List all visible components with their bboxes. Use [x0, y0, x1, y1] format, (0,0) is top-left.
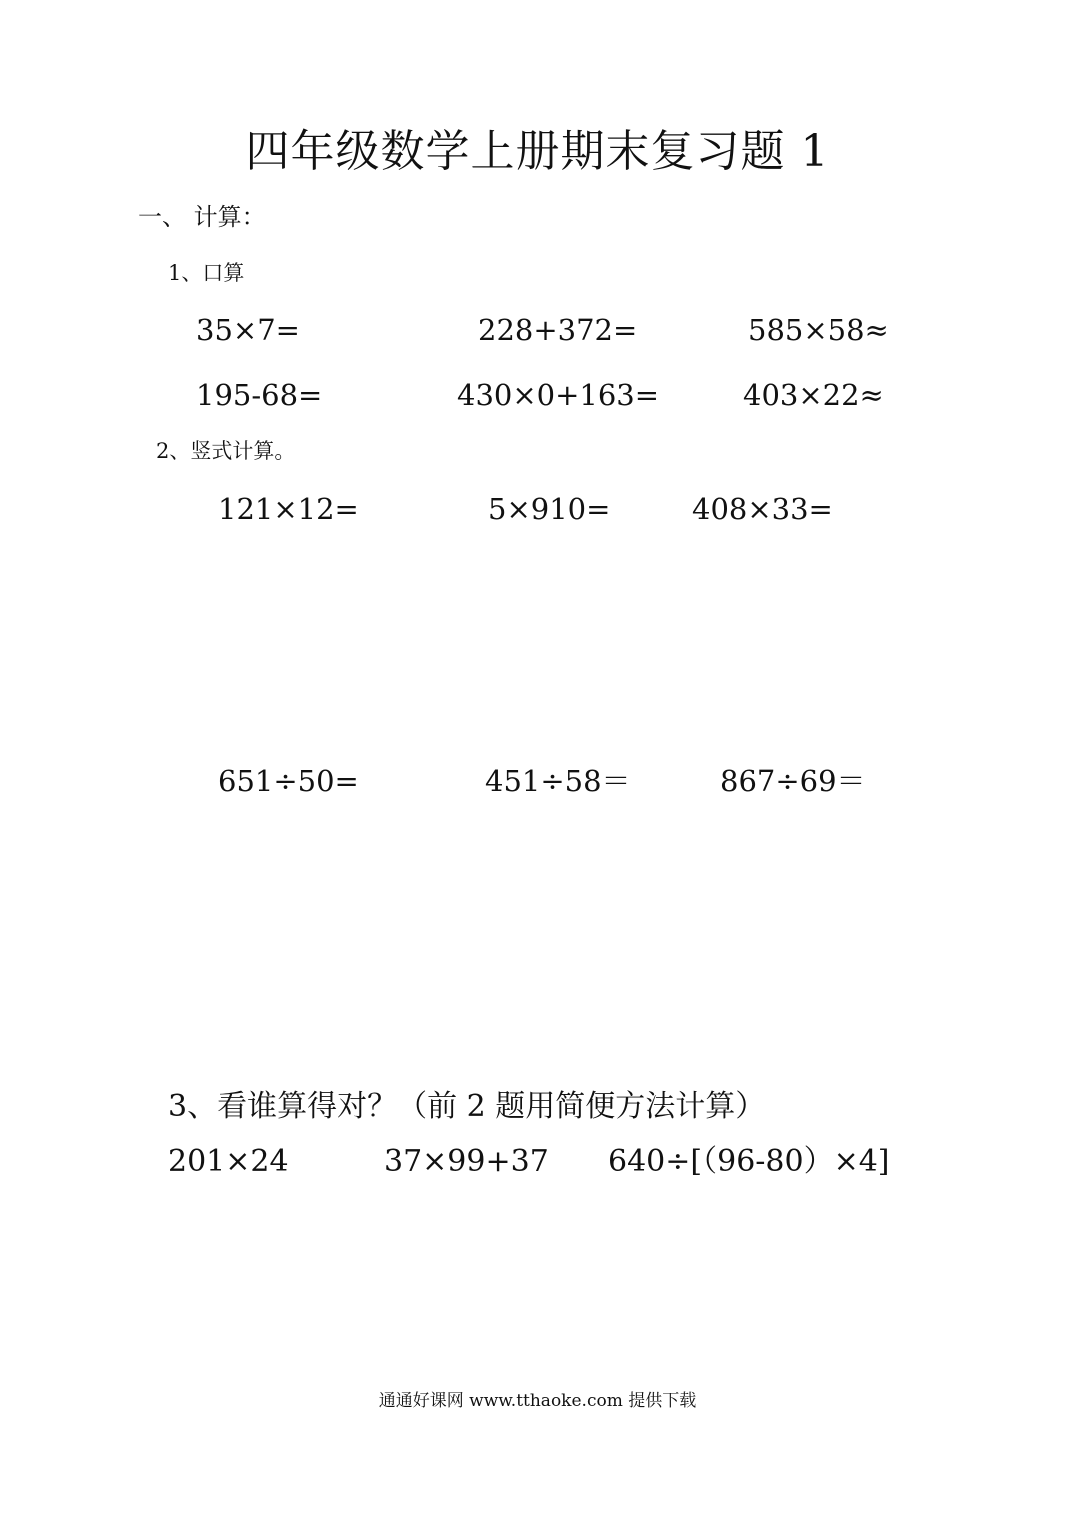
vertical-problem: 121×12=: [218, 492, 359, 526]
part1-label: 1、口算: [168, 261, 245, 285]
page-title: 四年级数学上册期末复习题 1: [245, 126, 830, 177]
vertical-problem: 5×910=: [488, 492, 611, 526]
oral-problem: 430×0+163=: [457, 378, 660, 412]
vertical-problem: 651÷50=: [218, 764, 359, 798]
simplify-problem: 37×99+37: [384, 1144, 549, 1179]
simplify-problem: 640÷[（96-80）×4]: [608, 1144, 890, 1179]
part2-label: 2、竖式计算。: [156, 439, 296, 463]
footer-credit: 通通好课网 www.tthaoke.com 提供下载: [378, 1391, 697, 1411]
vertical-problem: 408×33=: [692, 492, 833, 526]
simplify-problem: 201×24: [168, 1144, 289, 1179]
part3-label: 3、看谁算得对？（前 2 题用简便方法计算）: [168, 1089, 766, 1124]
oral-problem: 195-68=: [196, 378, 323, 412]
oral-problem: 228+372=: [478, 313, 638, 347]
vertical-problem: 451÷58＝: [485, 764, 631, 798]
vertical-problem: 867÷69＝: [720, 764, 866, 798]
oral-problem: 403×22≈: [743, 378, 884, 412]
oral-problem: 585×58≈: [748, 313, 889, 347]
section-heading: 一、 计算：: [138, 203, 266, 231]
oral-problem: 35×7=: [196, 313, 300, 347]
